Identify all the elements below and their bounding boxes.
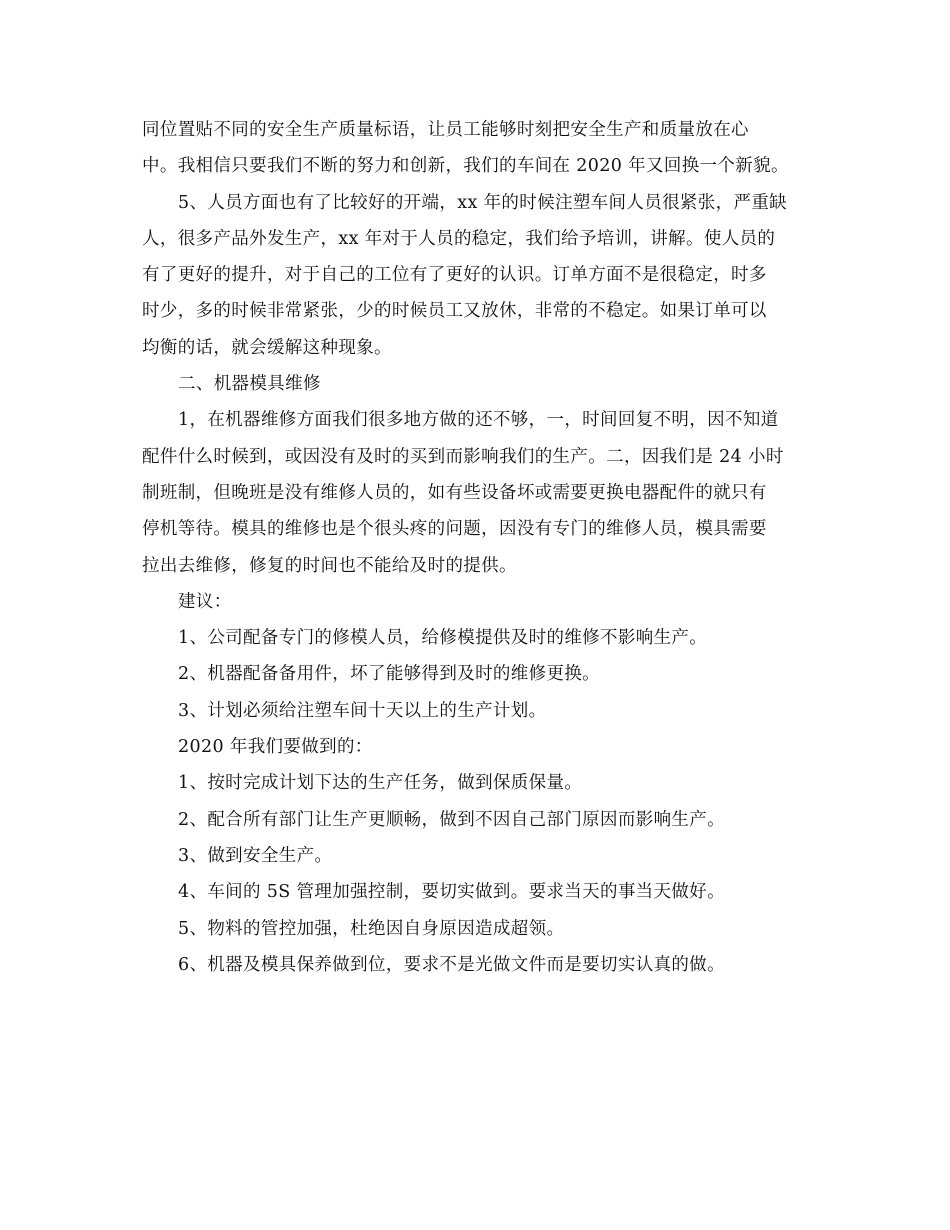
text-line: 配件什么时候到，或因没有及时的买到而影响我们的生产。二，因我们是 24 小时: [142, 446, 784, 467]
text-line: 拉出去维修，修复的时间也不能给及时的提供。: [142, 555, 517, 576]
text-line: 均衡的话，就会缓解这种现象。: [142, 337, 392, 358]
text-line: 制班制，但晚班是没有维修人员的，如有些设备坏或需要更换电器配件的就只有: [142, 482, 767, 503]
text-line: 时少，多的时候非常紧张，少的时候员工又放休，非常的不稳定。如果订单可以: [142, 301, 767, 322]
list-item: 6、机器及模具保养做到位，要求不是光做文件而是要切实认真的做。: [178, 954, 725, 975]
text-line: 5、人员方面也有了比较好的开端，xx 年的时候注塑车间人员很紧张，严重缺: [178, 192, 788, 213]
suggestions-title: 建议：: [178, 591, 232, 612]
list-item: 1、公司配备专门的修模人员，给修模提供及时的维修不影响生产。: [178, 628, 708, 649]
list-item: 3、计划必须给注塑车间十天以上的生产计划。: [178, 700, 547, 721]
text-line: 人，很多产品外发生产，xx 年对于人员的稳定，我们给予培训，讲解。使人员的: [142, 228, 776, 249]
text-line: 停机等待。模具的维修也是个很头疼的问题，因没有专门的维修人员，模具需要: [142, 519, 767, 540]
goals-title: 2020 年我们要做到的：: [178, 737, 373, 758]
list-item: 5、物料的管控加强，杜绝因自身原因造成超领。: [178, 918, 565, 939]
document-body: [142, 112, 802, 983]
paragraph-workshop-outlook: [142, 112, 802, 185]
text-line: 同位置贴不同的安全生产质量标语，让员工能够时刻把安全生产和质量放在心: [142, 120, 749, 140]
text-line: 中。我相信只要我们不断的努力和创新，我们的车间在 2020 年又回换一个新貌。: [142, 156, 789, 177]
text-line: 有了更好的提升，对于自己的工位有了更好的认识。订单方面不是很稳定，时多: [142, 265, 767, 286]
list-item: 4、车间的 5S 管理加强控制，要切实做到。要求当天的事当天做好。: [178, 882, 725, 903]
list-item: 2、配合所有部门让生产更顺畅，做到不因自己部门原因而影响生产。: [178, 809, 725, 830]
list-item: 3、做到安全生产。: [178, 845, 333, 866]
paragraph-machine-repair: [142, 402, 802, 583]
list-item: 2、机器配备备用件，坏了能够得到及时的维修更换。: [178, 664, 601, 685]
paragraph-personnel: [142, 185, 802, 366]
text-line: 1，在机器维修方面我们很多地方做的还不够，一，时间回复不明，因不知道: [178, 410, 779, 431]
list-item: 1、按时完成计划下达的生产任务，做到保质保量。: [178, 773, 583, 794]
section-heading-machine-mold-repair: 二、机器模具维修: [178, 374, 321, 395]
